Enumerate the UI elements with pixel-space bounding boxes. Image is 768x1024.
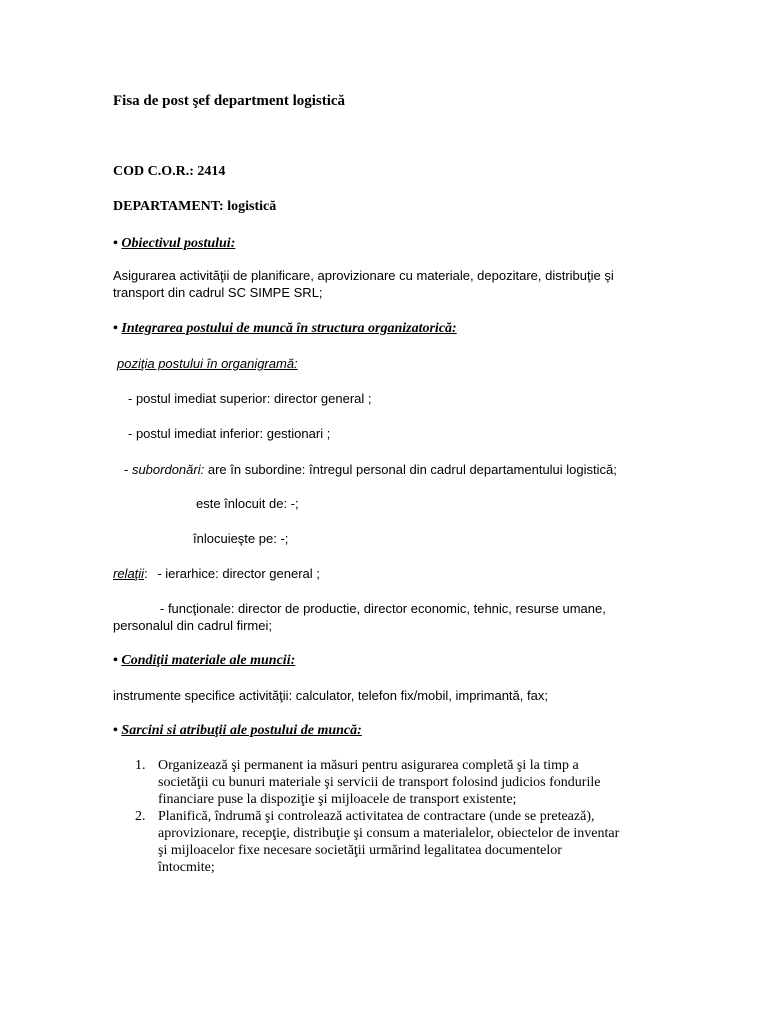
conditions-heading-line (113, 652, 295, 669)
integration-heading-line (113, 320, 457, 337)
objective-heading-line (113, 235, 235, 252)
department-value: logistică (227, 199, 277, 214)
inferior-line: - postul imediat inferior: gestionari ; (128, 426, 331, 441)
task-line: societăţii cu bunuri materiale şi servicii de transport folosind judicios fondurile (158, 775, 601, 790)
department-label: DEPARTAMENT: (113, 199, 224, 214)
bullet: • (113, 723, 118, 738)
relations-hierarchical: - ierarhice: director general ; (157, 566, 320, 581)
task-line: aprovizionare, recepţie, distribuţie şi consum a materialelor, obiectelor de inventar (158, 826, 620, 841)
objective-heading: Obiectivul postului: (121, 236, 236, 251)
relations-colon: : (144, 566, 148, 581)
task-line: financiare puse la dispoziţie şi mijloacele de transport existente; (158, 792, 517, 807)
department-line (113, 198, 276, 215)
relations-line (113, 565, 320, 582)
tasks-heading: Sarcini si atribuţii ale postului de muncă: (121, 723, 362, 738)
task-number: 2. (135, 809, 146, 824)
relations-functional-line-1: - funcţionale: director de productie, director economic, tehnic, resurse umane, (160, 601, 606, 616)
replaced-by-line: este înlocuit de: -; (196, 496, 299, 511)
position-heading: poziţia postului în organigramă: (117, 356, 298, 371)
bullet: • (113, 236, 118, 251)
tasks-list (135, 757, 735, 876)
relations-label: relaţii (113, 566, 145, 581)
subordinates-line (124, 461, 617, 478)
relations-functional-line-2: personalul din cadrul firmei; (113, 618, 272, 633)
bullet: • (113, 321, 118, 336)
objective-text-line-2: transport din cadrul SC SIMPE SRL; (113, 285, 323, 300)
bullet: • (113, 653, 118, 668)
task-item (135, 757, 735, 808)
replaces-line: înlocuieşte pe: -; (193, 531, 289, 546)
tasks-heading-line (113, 722, 362, 739)
cod-cor-value: 2414 (197, 164, 226, 179)
task-number: 1. (135, 758, 146, 773)
conditions-heading: Condiţii materiale ale muncii: (121, 653, 296, 668)
integration-heading: Integrarea postului de muncă în structura organizatorică: (121, 321, 457, 336)
cod-cor-line (113, 163, 225, 180)
conditions-text: instrumente specifice activităţii: calculator, telefon fix/mobil, imprimantă, fax; (113, 688, 548, 703)
objective-text-line-1: Asigurarea activităţii de planificare, aprovizionare cu materiale, depozitare, distribuţie şi (113, 268, 614, 283)
subordinates-text: are în subordine: întregul personal din cadrul departamentului logistică; (204, 462, 617, 477)
task-line: întocmite; (158, 860, 215, 875)
task-item (135, 808, 735, 876)
document-title: Fisa de post şef department logistică (113, 93, 346, 109)
task-line: Planifică, îndrumă şi controlează activitatea de contractare (unde se pretează), (158, 809, 595, 824)
superior-line: - postul imediat superior: director general ; (128, 391, 372, 406)
task-line: Organizează şi permanent ia măsuri pentru asigurarea completă şi la timp a (158, 758, 579, 773)
subordinates-label: subordonări: (131, 462, 205, 477)
cod-cor-label: COD C.O.R.: (113, 164, 194, 179)
task-line: şi mijloacelor fixe necesare societăţii urmărind legalitatea documentelor (158, 843, 562, 858)
subordinates-prefix: - (124, 462, 132, 477)
